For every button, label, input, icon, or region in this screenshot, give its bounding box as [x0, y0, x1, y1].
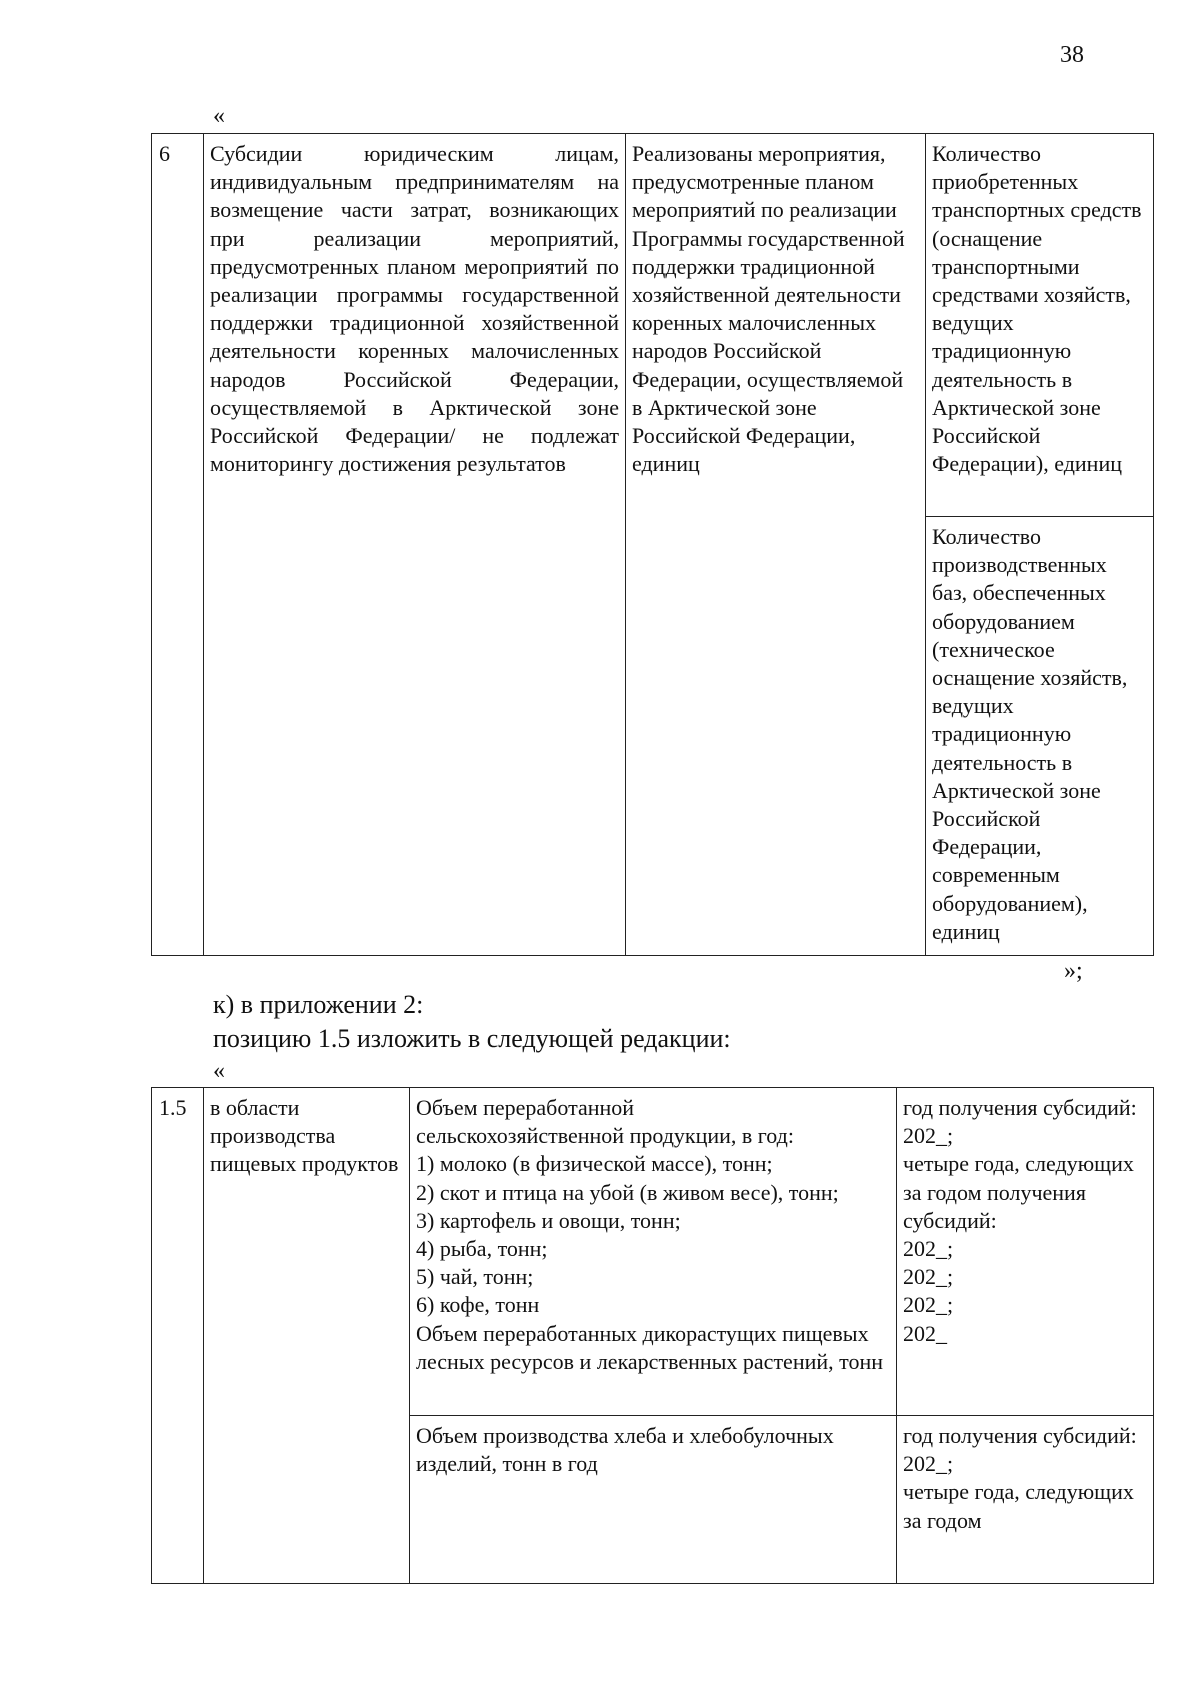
period-processed-products: [897, 1088, 1154, 1416]
indicator-vehicles: Количество приобретенных транспортных средств (оснащение транспортными средствами хозяйств, ведущих традиционную деятельность в Арктической зоне Российской Федерации), единиц: [926, 134, 1154, 517]
instruction-line-2: позицию 1.5 изложить в следующей редакции:: [213, 1024, 731, 1053]
list-item: 5) чай, тонн;: [416, 1264, 534, 1290]
appendix-2-table-position-1-5: [151, 1087, 1154, 1584]
list-item: 2) скот и птица на убой (в живом весе), тонн;: [416, 1179, 839, 1205]
indicator-processed-products: [410, 1088, 897, 1416]
text-line: 202_;: [903, 1123, 954, 1149]
list-item: 6) кофе, тонн: [416, 1292, 540, 1318]
text-line: 202_;: [903, 1451, 954, 1477]
area-description: в области производства пищевых продуктов: [204, 1088, 410, 1584]
program-table-row-6: [151, 133, 1154, 956]
text-line: Объем переработанной: [416, 1095, 635, 1120]
result-description: Реализованы мероприятия, предусмотренные планом мероприятий по реализации Программы государственной поддержки традиционной хозяйственной деятельности коренных малочисленных народов Российской Федерации, осуществляемой в Арктической зоне Российской Федерации, единиц: [626, 134, 926, 956]
text-line: четыре года, следующих за годом получения субсидий:: [903, 1151, 1134, 1233]
closing-quote-1: »;: [1064, 958, 1083, 984]
text-line: сельскохозяйственной продукции, в год:: [416, 1123, 794, 1149]
indicator-bread-production: Объем производства хлеба и хлебобулочных изделий, тонн в год: [410, 1416, 897, 1584]
page-number: 38: [1060, 42, 1084, 68]
text-line: год получения субсидий:: [903, 1095, 1137, 1120]
text-line: Объем переработанных дикорастущих пищевых лесных ресурсов и лекарственных растений, тонн: [416, 1320, 884, 1374]
text-line: год получения субсидий:: [903, 1423, 1137, 1448]
subsidy-description: Субсидии юридическим лицам, индивидуальным предпринимателям на возмещение части затрат, возникающих при реализации мероприятий, предусмотренных планом мероприятий по реализации программы государственной поддержки традиционной хозяйственной деятельности коренных малочисленных народов Российской Федерации, осуществляемой в Арктической зоне Российской Федерации/ не подлежат мониторингу достижения результатов: [204, 134, 626, 956]
position-number: 1.5: [152, 1088, 204, 1584]
opening-quote-1: «: [213, 103, 225, 129]
text-line: 202_;: [903, 1292, 954, 1318]
text-line: четыре года, следующих за годом: [903, 1479, 1134, 1533]
list-item: 1) молоко (в физической массе), тонн;: [416, 1151, 773, 1177]
row-number: 6: [152, 134, 204, 956]
text-line: 202_;: [903, 1236, 954, 1262]
indicator-production-bases: Количество производственных баз, обеспеченных оборудованием (техническое оснащение хозяйств, ведущих традиционную деятельность в Арктической зоне Российской Федерации, современным оборудованием), единиц: [926, 517, 1154, 956]
instruction-line-1: к) в приложении 2:: [213, 990, 424, 1019]
text-line: 202_;: [903, 1264, 954, 1290]
list-item: 4) рыба, тонн;: [416, 1236, 548, 1262]
list-item: 3) картофель и овощи, тонн;: [416, 1207, 681, 1233]
period-bread-production: [897, 1416, 1154, 1584]
opening-quote-2: «: [213, 1058, 225, 1084]
text-line: 202_: [903, 1320, 947, 1346]
